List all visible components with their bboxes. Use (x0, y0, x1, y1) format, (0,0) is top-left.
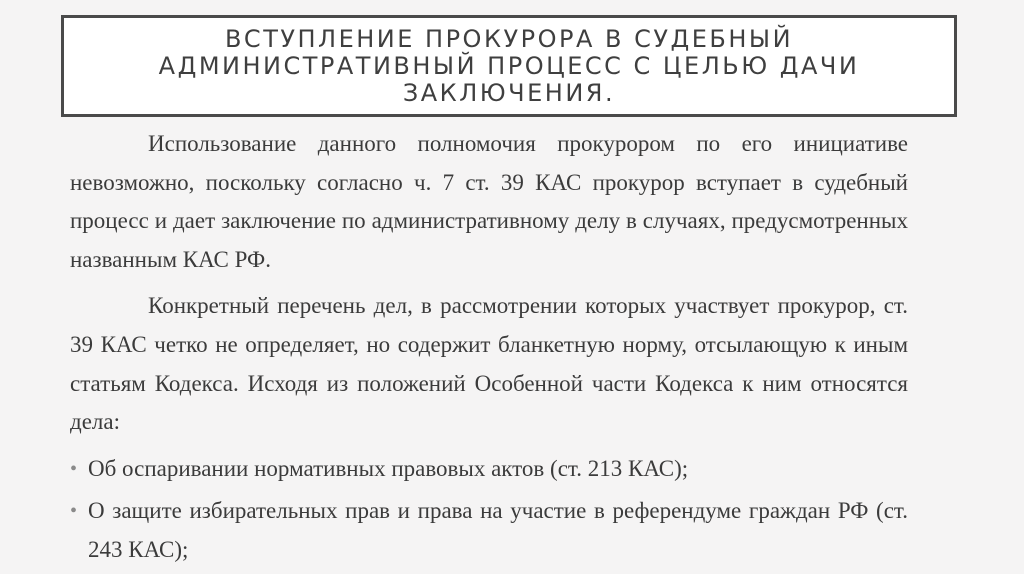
paragraph-2: Конкретный перечень дел, в рассмотрении которых участвует прокурор, ст. 39 КАС четко не определяет, но содержит бланкетную норму, отсылающую к иным статьям Кодекса. Исходя из положений Особенной части Кодекса к ним относятся дела: (70, 293, 908, 435)
bullet-item (70, 492, 908, 569)
bullet-item (70, 450, 908, 489)
bullet-dot-icon: • (70, 457, 78, 480)
title-box (61, 15, 957, 117)
paragraph-1: Использование данного полномочия прокурором по его инициативе невозможно, поскольку согласно ч. 7 ст. 39 КАС прокурор вступает в судебный процесс и дает заключение по административному делу в случаях, предусмотренных названным КАС РФ. (70, 131, 908, 272)
bullet-text: Об оспаривании нормативных правовых актов (ст. 213 КАС); (88, 455, 689, 481)
slide-title: ВСТУПЛЕНИЕ ПРОКУРОРА В СУДЕБНЫЙ АДМИНИСТРАТИВНЫЙ ПРОЦЕСС С ЦЕЛЬЮ ДАЧИ ЗАКЛЮЧЕНИЯ. (158, 24, 860, 107)
bullet-dot-icon: • (70, 500, 78, 523)
slide-body (70, 125, 908, 574)
bullet-text: О защите избирательных прав и права на участие в референдуме граждан РФ (ст. 243 КАС); (88, 498, 908, 562)
